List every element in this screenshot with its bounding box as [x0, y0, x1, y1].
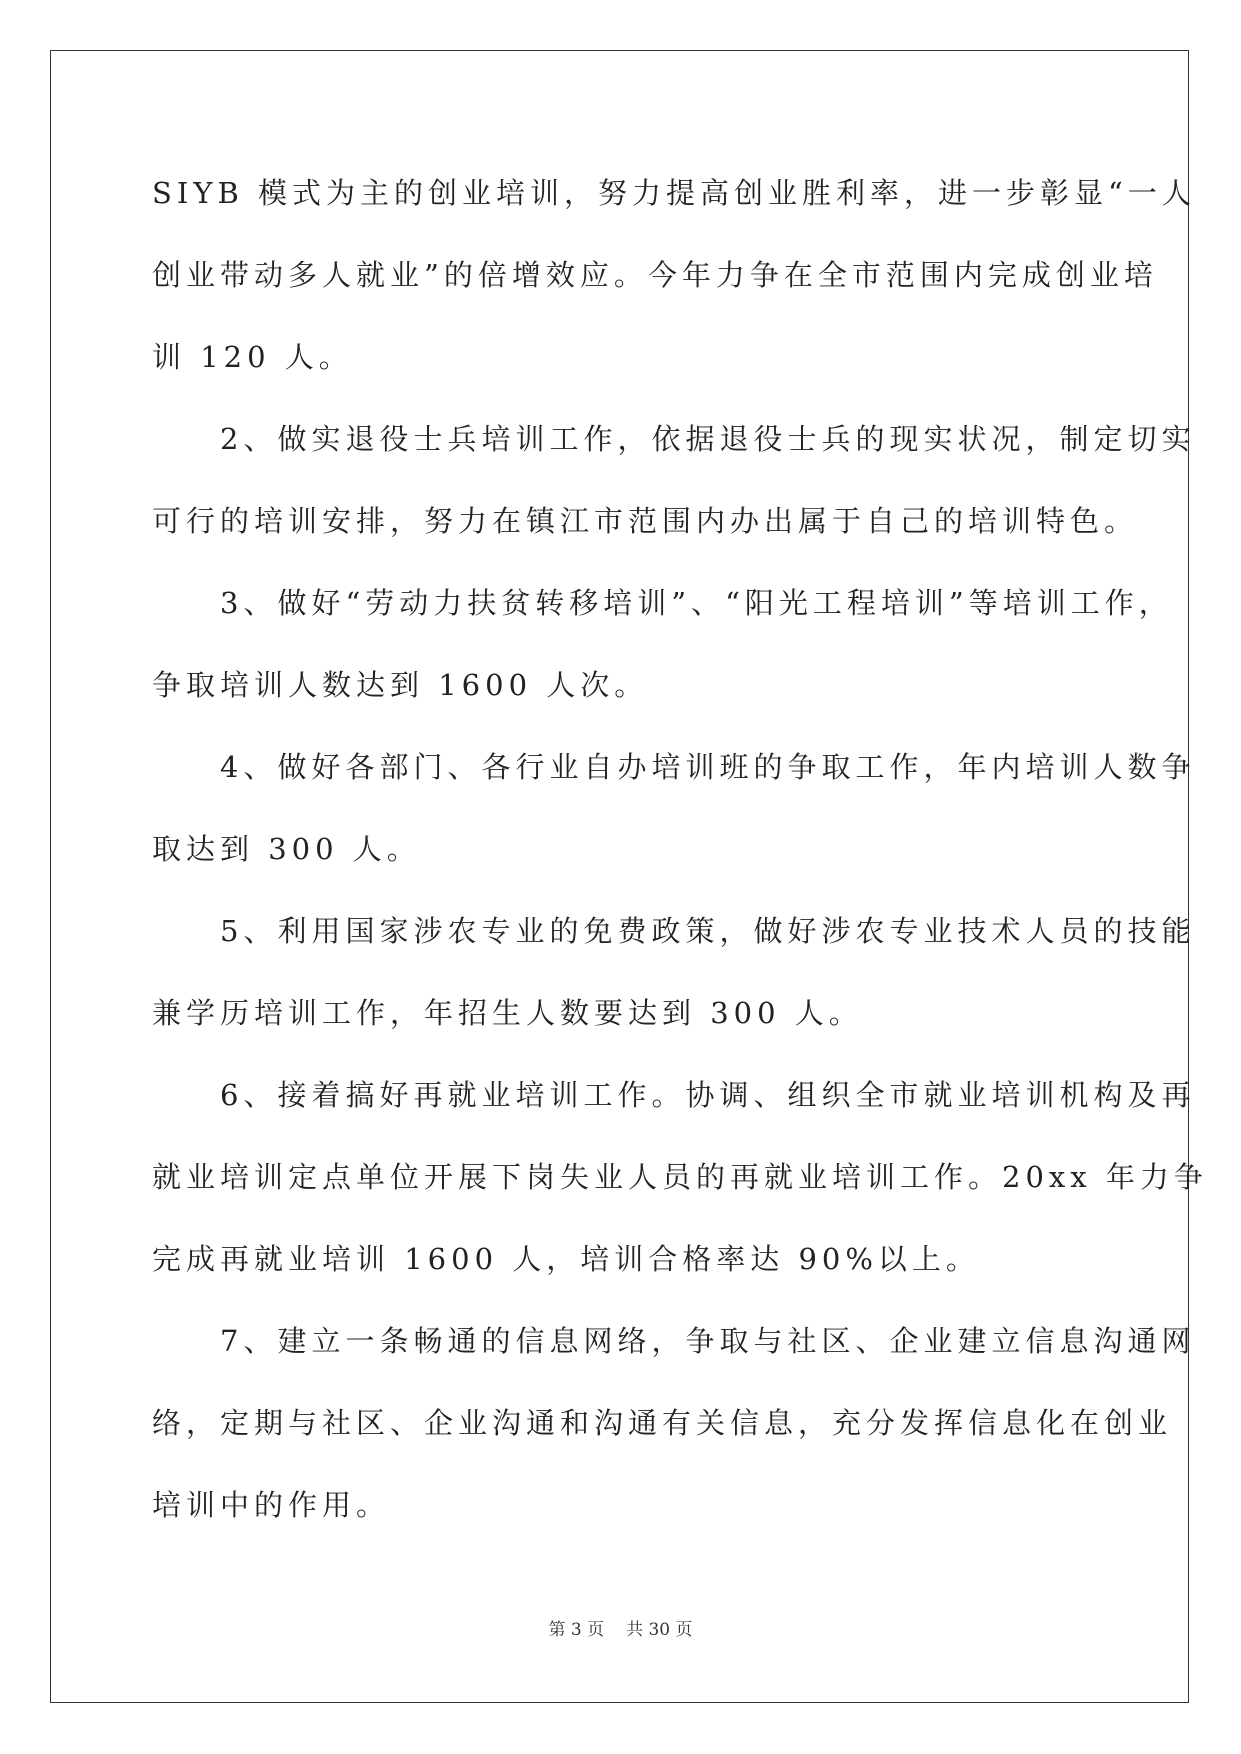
- text-line: 5、利用国家涉农专业的免费政策，做好涉农专业技术人员的技能: [152, 914, 1196, 948]
- text-line: 培训中的作用。: [152, 1488, 391, 1522]
- text-line: 3、做好“劳动力扶贫转移培训”、“阳光工程培训”等培训工作，: [152, 586, 1173, 620]
- text-line: 完成再就业培训 1600 人，培训合格率达 90%以上。: [152, 1242, 980, 1276]
- text-line: SIYB 模式为主的创业培训，努力提高创业胜利率，进一步彰显“一人: [152, 176, 1196, 210]
- text-line: 取达到 300 人。: [152, 832, 421, 866]
- text-line: 4、做好各部门、各行业自办培训班的争取工作，年内培训人数争: [152, 750, 1196, 784]
- text-line: 训 120 人。: [152, 340, 353, 374]
- page-footer: [0, 1615, 1241, 1640]
- text-line: 络，定期与社区、企业沟通和沟通有关信息，充分发挥信息化在创业: [152, 1406, 1173, 1440]
- text-line: 兼学历培训工作，年招生人数要达到 300 人。: [152, 996, 863, 1030]
- text-line: 争取培训人数达到 1600 人次。: [152, 668, 649, 702]
- text-line: 7、建立一条畅通的信息网络，争取与社区、企业建立信息沟通网: [152, 1324, 1196, 1358]
- page-total: 共 30 页: [626, 1620, 693, 1640]
- text-line: 2、做实退役士兵培训工作，依据退役士兵的现实状况，制定切实: [152, 422, 1196, 456]
- text-line: 6、接着搞好再就业培训工作。协调、组织全市就业培训机构及再: [152, 1078, 1196, 1112]
- text-line: 就业培训定点单位开展下岗失业人员的再就业培训工作。20xx 年力争: [152, 1160, 1208, 1194]
- document-body: [152, 152, 1208, 1546]
- text-line: 创业带动多人就业”的倍增效应。今年力争在全市范围内完成创业培: [152, 258, 1158, 292]
- page-number: 第 3 页: [548, 1620, 605, 1640]
- text-line: 可行的培训安排，努力在镇江市范围内办出属于自己的培训特色。: [152, 504, 1139, 538]
